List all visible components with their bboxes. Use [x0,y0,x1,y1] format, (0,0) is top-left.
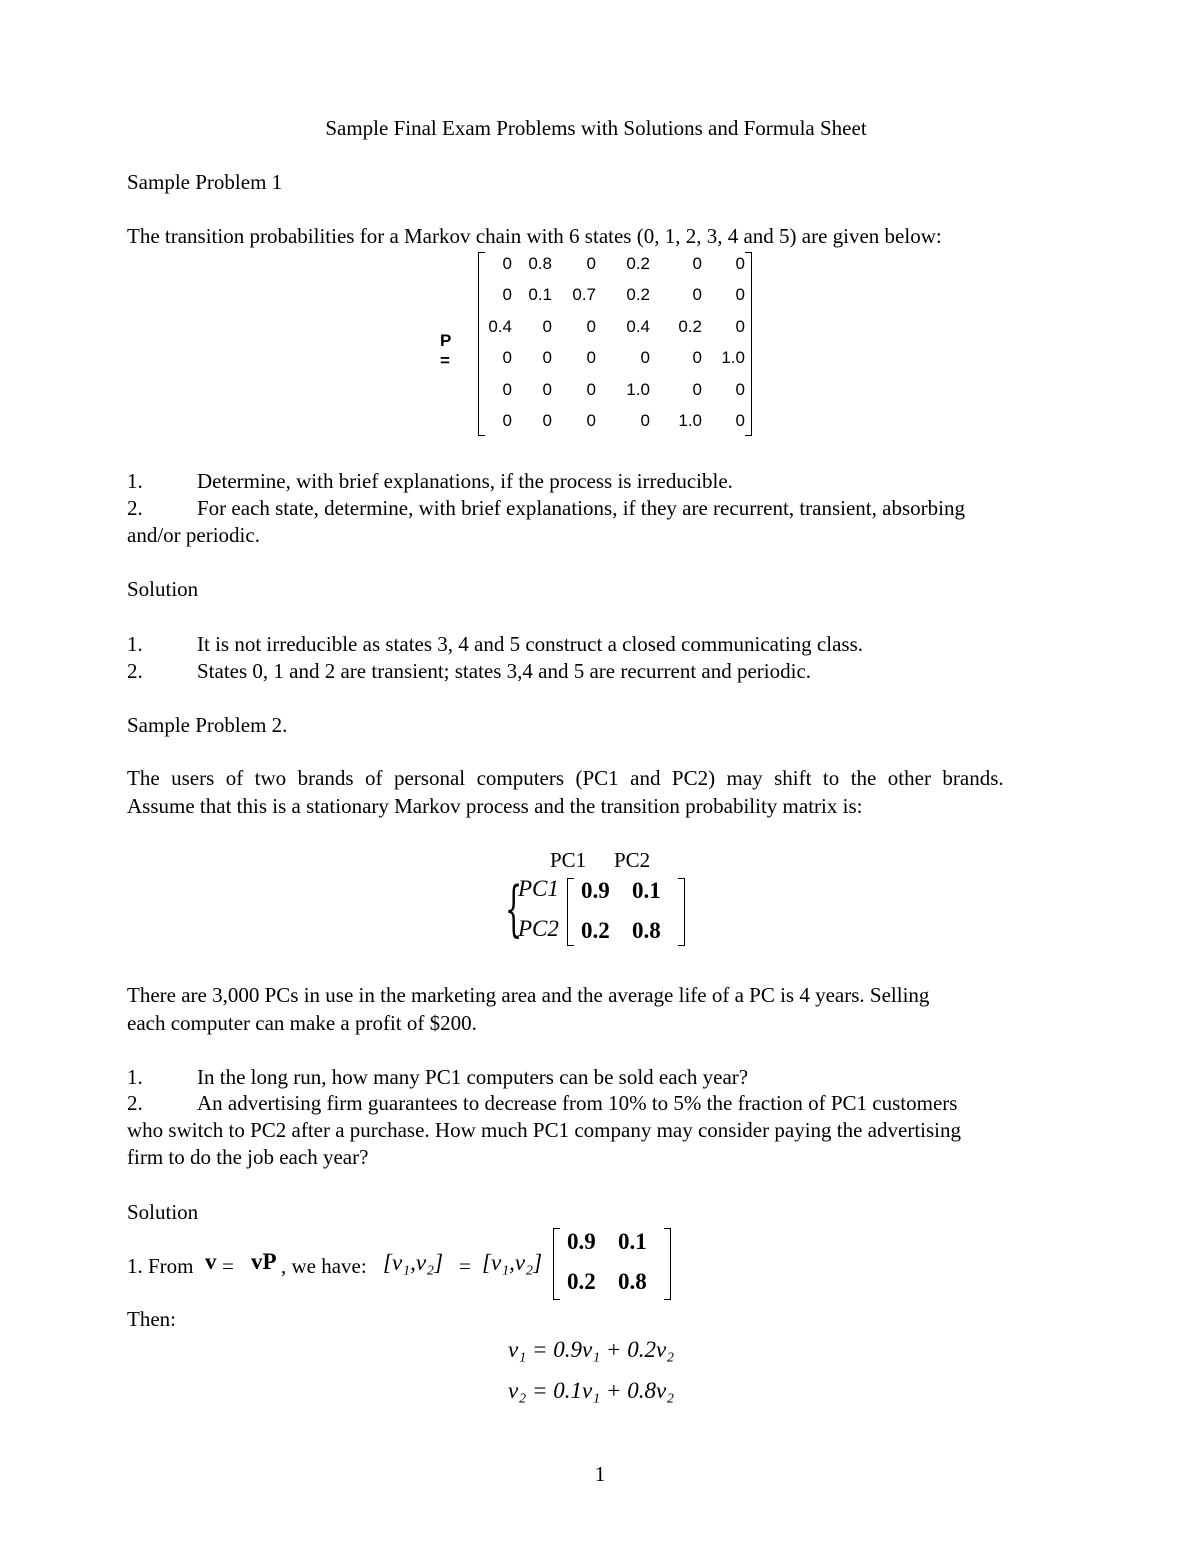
p1-solution-1-text: It is not irreducible as states 3, 4 and 5 construct a closed communicating class. [197,632,863,656]
p1-question-2-number: 2. [127,496,143,520]
matrix-cell: 0 [640,348,650,367]
matrix-cell: 0 [735,317,745,336]
problem1-intro: The transition probabilities for a Markov chain with 6 states (0, 1, 2, 3, 4 and 5) are given below: [127,224,942,248]
step1-v: v [205,1249,217,1274]
matrix-cell: 0 [586,317,596,336]
matrix-cell: 0.8 [528,254,552,273]
page-number: 1 [594,1462,606,1486]
matrix-cell: 0 [735,254,745,273]
matrix-cell: 0 [542,411,552,430]
then-label: Then: [127,1307,176,1331]
matrix-cell: 0 [542,380,552,399]
matrix-cell: 0 [586,348,596,367]
matrix-cell: 0 [502,380,512,399]
p1-solution-2-text: States 0, 1 and 2 are transient; states 3,4 and 5 are recurrent and periodic. [197,659,812,683]
pc-matrix-right-bracket [678,878,685,946]
matrix-cell: 0.7 [572,285,596,304]
matrix-cell: 0.2 [626,285,650,304]
step1-eq: = [222,1254,234,1278]
pc-matrix-left-bracket [567,878,574,946]
step1-matrix-cell: 0.9 [567,1229,596,1254]
p1-solution-1-number: 1. [127,632,143,656]
p2-solution-heading: Solution [127,1200,199,1224]
problem2-context-2: each computer can make a profit of $200. [127,1011,477,1035]
matrix-cell: 0 [640,411,650,430]
matrix-cell: 0 [586,254,596,273]
step1-matrix-cell: 0.8 [618,1269,647,1294]
step1-we-have: , we have: [281,1254,367,1278]
matrix-cell: 0 [502,411,512,430]
step1-eq2: = [459,1254,471,1278]
problem1-heading: Sample Problem 1 [127,170,283,194]
problem2-context-1: There are 3,000 PCs in use in the marketing area and the average life of a PC is 4 years. Selling [127,983,930,1007]
p2-question-2-text-cont2: firm to do the job each year? [127,1145,369,1169]
matrix-cell: 0.4 [488,317,512,336]
pc-col-header-2: PC2 [614,848,651,872]
step1-prefix: 1. From [127,1254,194,1278]
problem2-heading: Sample Problem 2. [127,713,288,737]
equation-1: v₁ = 0.9v₁ + 0.2v₂ [508,1337,675,1362]
matrix-cell: 0 [692,348,702,367]
matrix-cell: 1.0 [721,348,745,367]
matrix-cell: 0 [502,254,512,273]
step1-matrix-left-bracket [553,1228,560,1300]
matrix-cell: 0.1 [528,285,552,304]
matrix-cell: 0 [586,380,596,399]
pc-row-label-2: PC2 [518,916,559,941]
matrix-cell: 1.0 [626,380,650,399]
matrix-cell: 0 [586,411,596,430]
p2-question-2-text-cont: who switch to PC2 after a purchase. How much PC1 company may consider paying the advertising [127,1118,961,1142]
matrix-cell: 0 [735,380,745,399]
p2-question-1-text: In the long run, how many PC1 computers can be sold each year? [197,1065,749,1089]
step1-matrix-cell: 0.2 [567,1269,596,1294]
matrix-right-bracket [745,252,752,436]
p1-solution-2-number: 2. [127,659,143,683]
matrix-cell: 0 [542,317,552,336]
step1-lhs: [v₁,v₂] [383,1250,444,1275]
pc-cell: 0.1 [632,878,661,903]
pc-row-label-1: PC1 [518,876,559,901]
p2-question-2-number: 2. [127,1091,143,1115]
pc-cell: 0.8 [632,918,661,943]
matrix-cell: 0 [692,380,702,399]
p1-question-1-number: 1. [127,469,143,493]
matrix-cell: 0.2 [678,317,702,336]
p1-question-1-text: Determine, with brief explanations, if the process is irreducible. [197,469,733,493]
problem2-intro-2: Assume that this is a stationary Markov process and the transition probability matrix is: [127,794,863,818]
pc-cell: 0.2 [581,918,610,943]
pc-col-header-1: PC1 [550,848,587,872]
equation-2: v₂ = 0.1v₁ + 0.8v₂ [508,1378,675,1403]
step1-vP: vP [251,1249,277,1274]
step1-rhs: [v₁,v₂] [482,1250,543,1275]
step1-matrix-right-bracket [664,1228,671,1300]
matrix-cell: 0 [502,348,512,367]
matrix-left-bracket [478,252,485,436]
page-title: Sample Final Exam Problems with Solutions and Formula Sheet [325,116,867,140]
pc-row-brace: { [505,874,523,944]
matrix-cell: 0 [735,411,745,430]
matrix-cell: 0 [692,285,702,304]
p1-question-2-text-cont: and/or periodic. [127,523,260,547]
p1-question-2-text: For each state, determine, with brief explanations, if they are recurrent, transient, absorbing [197,496,965,520]
pc-cell: 0.9 [581,878,610,903]
p2-question-1-number: 1. [127,1065,143,1089]
matrix-cell: 0 [735,285,745,304]
step1-matrix-cell: 0.1 [618,1229,647,1254]
problem2-intro-1: The users of two brands of personal computers (PC1 and PC2) may shift to the other brands. [127,766,1004,790]
matrix-cell: 0 [692,254,702,273]
matrix-cell: 0 [502,285,512,304]
matrix-cell: 0.4 [626,317,650,336]
p1-solution-heading: Solution [127,577,199,601]
matrix-cell: 0.2 [626,254,650,273]
matrix-cell: 0 [542,348,552,367]
matrix-label: P = [440,331,452,370]
p2-question-2-text: An advertising firm guarantees to decrease from 10% to 5% the fraction of PC1 customers [197,1091,958,1115]
matrix-cell: 1.0 [678,411,702,430]
